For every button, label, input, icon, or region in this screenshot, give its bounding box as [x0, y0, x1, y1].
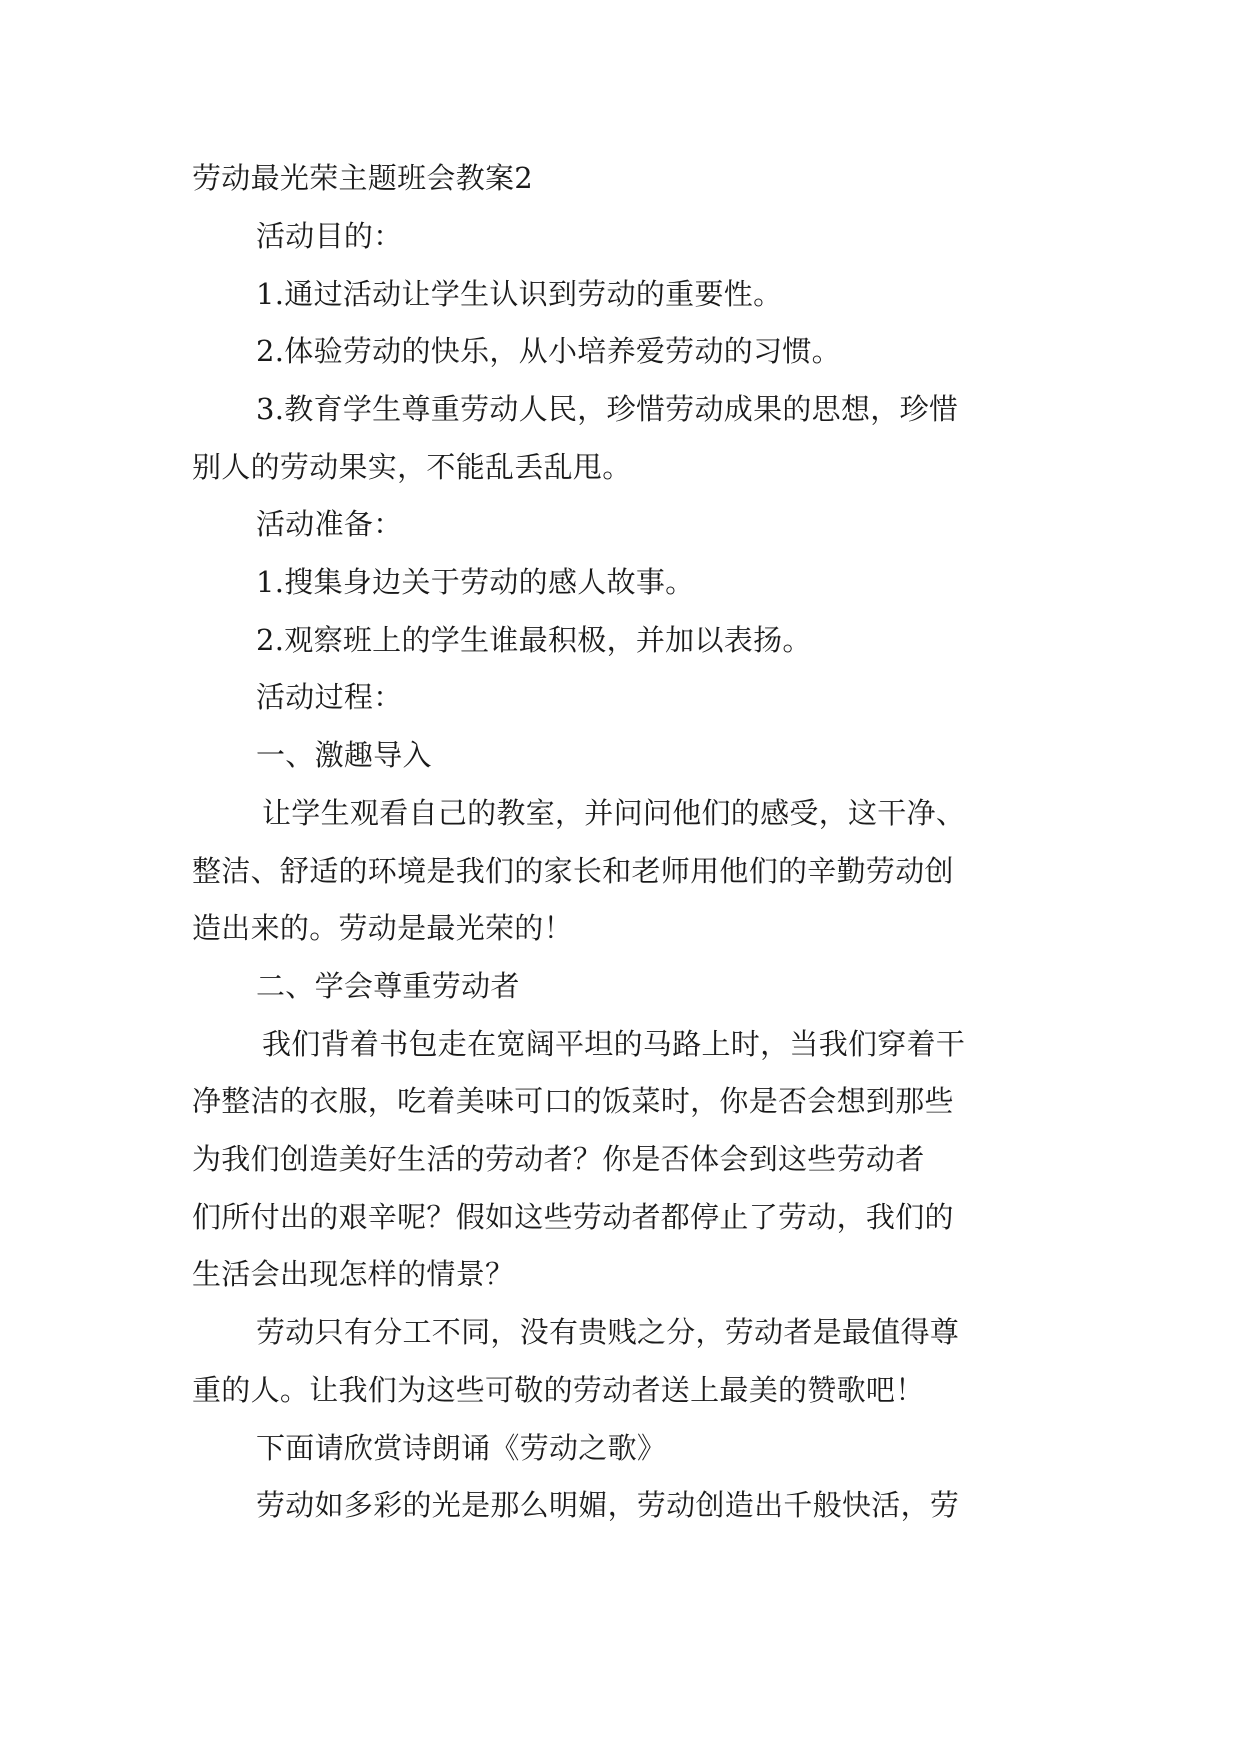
list-item: 2.观察班上的学生谁最积极，并加以表扬。 — [256, 623, 812, 657]
paragraph-line: 劳动只有分工不同，没有贵贱之分，劳动者是最值得尊 — [256, 1315, 960, 1349]
paragraph-line: 我们背着书包走在宽阔平坦的马路上时，当我们穿着干 — [262, 1027, 966, 1061]
document-title: 劳动最光荣主题班会教案2 — [192, 161, 534, 195]
paragraph-line: 别人的劳动果实，不能乱丢乱甩。 — [192, 450, 632, 484]
list-item: 1.搜集身边关于劳动的感人故事。 — [256, 565, 695, 599]
paragraph-line: 造出来的。劳动是最光荣的！ — [192, 911, 573, 945]
paragraph-line: 下面请欣赏诗朗诵《劳动之歌》 — [256, 1431, 667, 1465]
paragraph-line: 为我们创造美好生活的劳动者？你是否体会到这些劳动者 — [192, 1142, 925, 1176]
section-heading-process: 活动过程： — [256, 680, 403, 714]
paragraph-line: 让学生观看自己的教室，并问问他们的感受，这干净、 — [262, 796, 966, 830]
list-item: 2.体验劳动的快乐，从小培养爱劳动的习惯。 — [256, 334, 841, 368]
subsection-heading: 二、学会尊重劳动者 — [256, 969, 520, 1003]
list-item: 3.教育学生尊重劳动人民，珍惜劳动成果的思想，珍惜 — [256, 392, 959, 426]
paragraph-line: 生活会出现怎样的情景？ — [192, 1257, 515, 1291]
list-item: 1.通过活动让学生认识到劳动的重要性。 — [256, 277, 783, 311]
paragraph-line: 劳动如多彩的光是那么明媚，劳动创造出千般快活，劳 — [256, 1488, 960, 1522]
paragraph-line: 们所付出的艰辛呢？假如这些劳动者都停止了劳动，我们的 — [192, 1200, 954, 1234]
section-heading-preparation: 活动准备： — [256, 507, 403, 541]
paragraph-line: 整洁、舒适的环境是我们的家长和老师用他们的辛勤劳动创 — [192, 854, 954, 888]
subsection-heading: 一、激趣导入 — [256, 738, 432, 772]
paragraph-line: 净整洁的衣服，吃着美味可口的饭菜时，你是否会想到那些 — [192, 1084, 954, 1118]
paragraph-line: 重的人。让我们为这些可敬的劳动者送上最美的赞歌吧！ — [192, 1373, 925, 1407]
section-heading-purpose: 活动目的： — [256, 219, 403, 253]
